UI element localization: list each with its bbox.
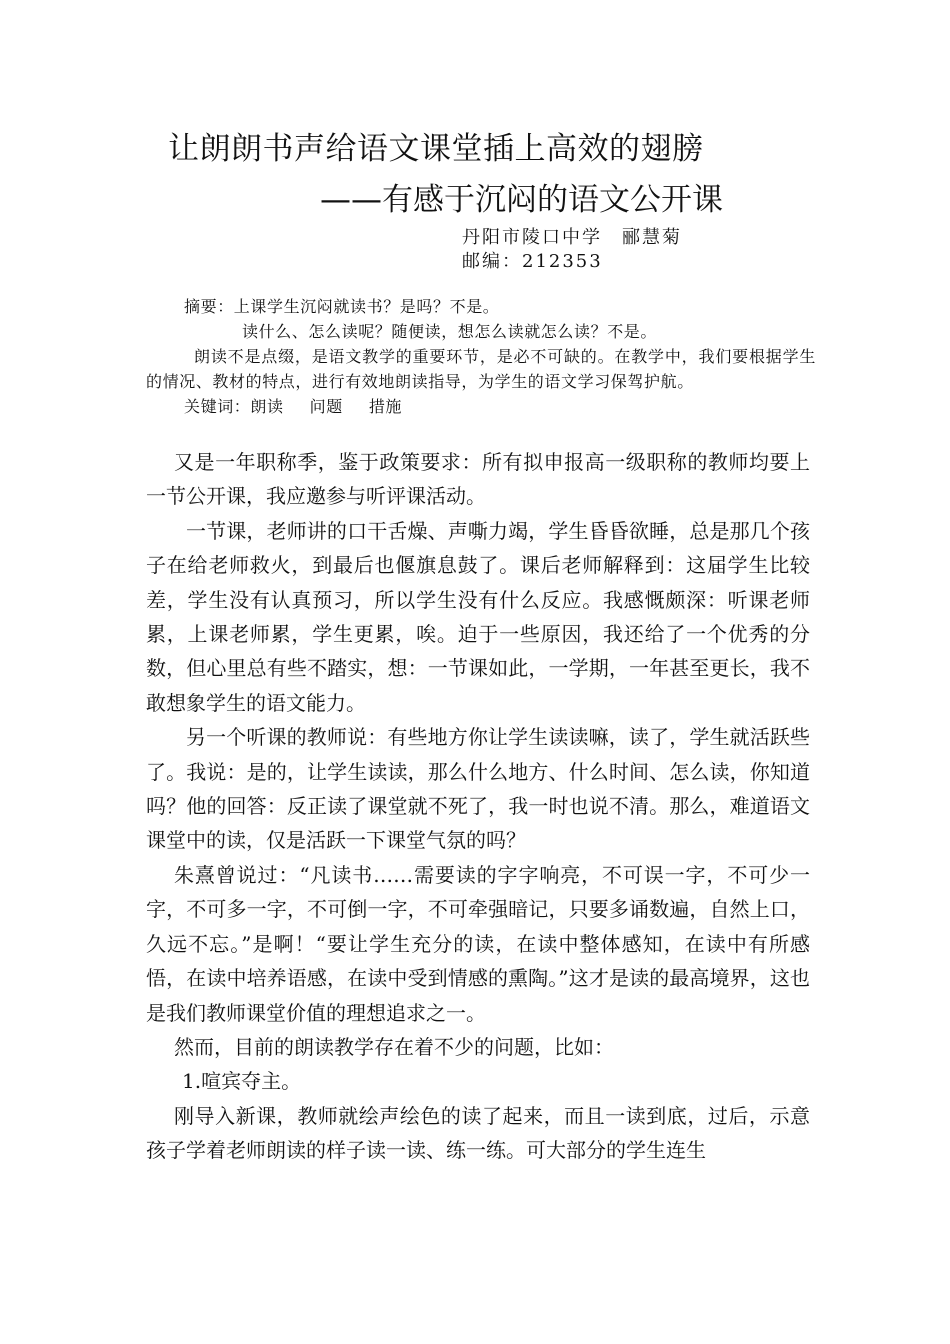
abstract-paragraph: 朗读不是点缀，是语文教学的重要环节，是必不可缺的。在教学中，我们要根据学生的情况、教材的特点，进行有效地朗读指导，为学生的语文学习保驾护航。 [146,347,816,391]
body-paragraph: 另一个听课的教师说：有些地方你让学生读读嘛，读了，学生就活跃些了。我说：是的，让学生读读，那么什么地方、什么时间、怎么读，你知道吗？他的回答：反正读了课堂就不死了，我一时也说不清。那么，难道语文课堂中的读，仅是活跃一下课堂气氛的吗？ [146,725,810,853]
abstract-line-2: 读什么、怎么读呢？随便读，想怎么读就怎么读？不是。 [242,322,658,341]
body-paragraph: 朱熹曾说过：“凡读书……需要读的字字响亮，不可误一字，不可少一字，不可多一字，不可倒一字，不可牵强暗记，只要多诵数遍，自然上口，久远不忘。”是啊！“要让学生充分的读，在读中整体感知，在读中有所感悟，在读中培养语感，在读中受到情感的熏陶。”这才是读的最高境界，这也是我们教师课堂价值的理想追求之一。 [146,862,810,1025]
keywords-line [146,394,816,419]
keyword: 问题 [309,397,343,416]
keyword: 措施 [368,397,403,416]
abstract-line-1: 摘要：上课学生沉闷就读书？是吗？不是。 [184,297,500,316]
body-paragraph: 又是一年职称季，鉴于政策要求：所有拟申报高一级职称的教师均要上一节公开课，我应邀参与听评课活动。 [146,450,810,509]
author-line: 丹阳市陵口中学 郦慧菊 [462,227,682,248]
body-paragraph: 一节课，老师讲的口干舌燥、声嘶力竭，学生昏昏欲睡，总是那几个孩子在给老师救火，到最后也偃旗息鼓了。课后老师解释到：这届学生比较差，学生没有认真预习，所以学生没有什么反应。我感慨颇深：听课老师累，上课老师累，学生更累，唉。迫于一些原因，我还给了一个优秀的分数，但心里总有些不踏实，想：一节课如此，一学期，一年甚至更长，我不敢想象学生的语文能力。 [146,518,810,715]
document-title: 让朗朗书声给语文课堂插上高效的翅膀 [168,131,704,167]
article-body [146,445,810,1168]
keyword: 朗读 [250,397,284,416]
document-subtitle: ——有感于沉闷的语文公开课 [320,182,723,218]
abstract-section [146,294,816,419]
section-heading: 1.喧宾夺主。 [182,1069,302,1094]
body-paragraph: 刚导入新课，教师就绘声绘色的读了起来，而且一读到底，过后，示意孩子学着老师朗读的样子读一读、练一练。可大部分的学生连生 [146,1103,810,1163]
keywords-label: 关键词： [184,397,251,416]
postcode-line: 邮编：212353 [462,251,603,272]
body-paragraph: 然而，目前的朗读教学存在着不少的问题，比如： [174,1034,614,1059]
